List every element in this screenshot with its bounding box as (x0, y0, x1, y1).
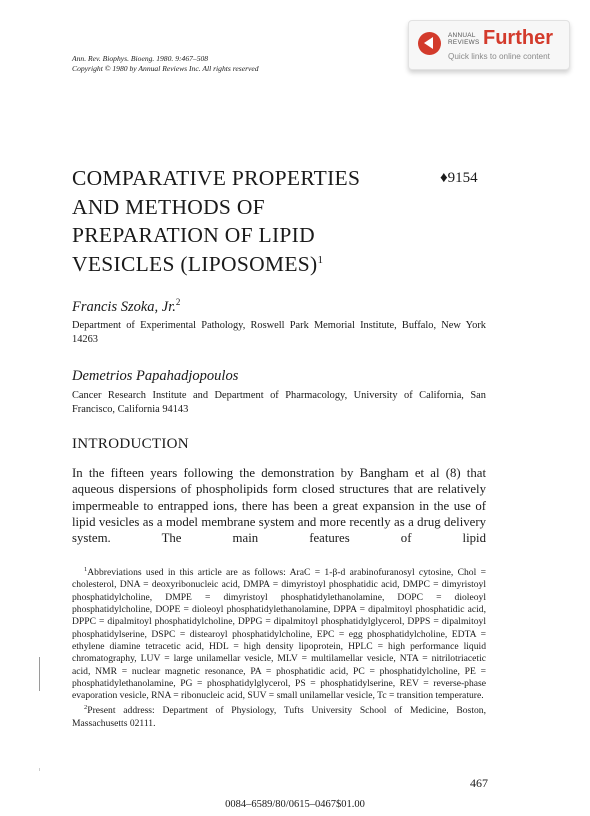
author-name-1: Francis Szoka, Jr.$^2$ (72, 297, 181, 315)
title-line-1: COMPARATIVE PROPERTIES (72, 166, 361, 190)
page-number: 467 (470, 776, 488, 790)
quick-links-text: Quick links to online content (448, 52, 550, 61)
title-line-2: AND METHODS OF (72, 194, 265, 219)
footnote-2: $^2$Present address: Department of Physiology, Tufts University School of Medicine, Boston, Massachusetts 02111. (72, 704, 486, 729)
footnote-1: $^1$Abbreviations used in this article are as follows: AraC = 1-β-d arabinofuranosyl cytosine, Chol = cholesterol, DNA = deoxyribonucleic acid, DMPA = dimyristoyl phosphatidic acid, DMPC = dimyristoyl phosphatidylcholine, DMPE = dimyristoyl phosphatidylethanolamine, DOPC = dioleoyl phosphatidylcholine, DOPE = dioleoyl phosphatidylethanolamine, DPPA = dipalmitoyl phosphatidic acid, DPPC = dipalmitoyl phosphatidylcholine, DPPG = dipalmitoyl phosphatidylglycerol, DPPS = dipalmitoyl phosphatidylserine, DSPC = distearoyl phosphatidylcholine, EPC = egg phosphatidylcholine, EDTA = ethylene diamine tetracetic acid, HDL = high density lipoprotein, HPLC = high performance liquid chromatography, LUV = large unilamellar vesicle, MLV = multilamellar vesicle, NTA = nitrilotriacetic acid, NMR = nuclear magnetic resonance, PA = phosphatidic acid, PC = phosphatidylcholine, PE = phosphatidylethanolamine, PG = phosphatidylglycerol, PS = phosphatidylserine, REV = reverse-phase evaporation vesicle, RNA = ribonucleic acid, SUV = small unilamellar vesicle, Tc = transition temperature. (72, 566, 486, 702)
title-footnote-marker[interactable]: 1 (317, 253, 324, 266)
annual-reviews-wordmark: ANNUAL REVIEWS (448, 32, 480, 46)
journal-citation (72, 54, 372, 74)
margin-mark (39, 657, 40, 691)
author-affiliation-2: Cancer Research Institute and Department of Pharmacology, University of California, San Francisco, California 94143 (72, 390, 486, 415)
body-paragraph: In the fifteen years following the demonstration by Bangham et al (8) that aqueous dispersions of phospholipids form closed structures that are relatively impermeable to entrapped ions, there has been a great expansion in the use of lipid vesicles as a model membrane system and more recently as a drug delivery system. The main features of lipid (72, 466, 486, 546)
margin-mark (39, 768, 40, 771)
author-name-2: Demetrios Papahadjopoulos (72, 368, 239, 384)
title-line-4: VESICLES (LIPOSOMES)$^1$ (72, 251, 324, 276)
further-label: Further (483, 27, 553, 49)
article-title (72, 164, 432, 278)
citation-line-1: Ann. Rev. Biophys. Bioeng. 1980. 9:467–508 (72, 54, 209, 63)
title-line-3: PREPARATION OF LIPID (72, 223, 315, 247)
author-footnote-marker[interactable]: 2 (175, 297, 181, 307)
annual-reviews-further-badge[interactable] (408, 20, 570, 70)
author-affiliation-1: Department of Experimental Pathology, Roswell Park Memorial Institute, Buffalo, New York 14263 (72, 320, 486, 345)
footnotes (72, 564, 486, 730)
section-heading: INTRODUCTION (72, 436, 189, 452)
article-price-code: 0084–6589/80/0615–0467$01.00 (225, 799, 365, 810)
article-code: ♦9154 (440, 170, 478, 186)
annual-reviews-logo-icon (418, 32, 441, 55)
citation-line-2: Copyright © 1980 by Annual Reviews Inc. All rights reserved (72, 64, 259, 73)
